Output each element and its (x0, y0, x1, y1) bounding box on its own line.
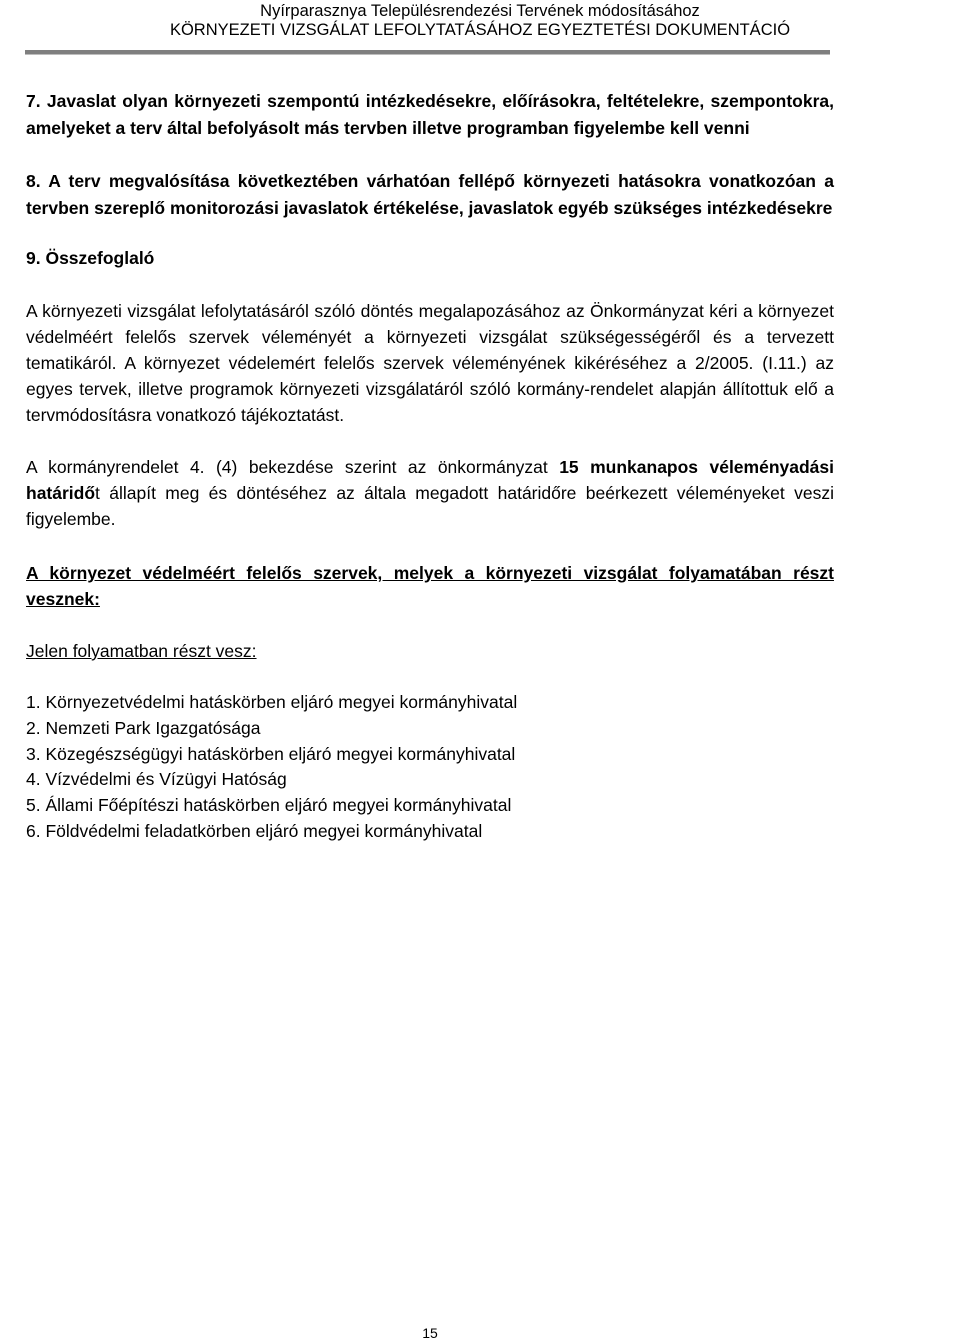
section-7-heading (26, 88, 834, 141)
list-item: 4. Vízvédelmi és Vízügyi Hatóság (26, 769, 287, 790)
deadline-text-part1: A kormányrendelet 4. (4) bekezdése szerint az önkormányzat (26, 457, 560, 477)
summary-text: A környezeti vizsgálat lefolytatásáról szóló döntés megalapozásához az Önkormányzat kéri a környezet védelméért felelős szervek véleményét a környezeti vizsgálat szükségességéről és a tervezett tematikáról. A környezet védelemért felelős szervek véleményének kikéréséhez a 2/2005. (I.11.) az egyes tervek, illetve programok környezeti vizsgálatáról szóló kormány-rendelet alapján állítottuk elő a tervmódosításra vonatkozó tájékoztatást. (26, 301, 834, 425)
deadline-text (26, 454, 834, 532)
section-9-heading (26, 245, 834, 272)
list-item: 6. Földvédelmi feladatkörben eljáró megyei kormányhivatal (26, 820, 483, 841)
authorities-heading (26, 560, 834, 612)
deadline-paragraph (26, 454, 834, 532)
participants-heading (26, 638, 834, 664)
section-7-text: 7. Javaslat olyan környezeti szempontú intézkedésekre, előírásokra, feltételekre, szempontokra, amelyeket a terv által befolyásolt más tervben illetve programban figyelembe kell venni (26, 91, 834, 138)
list-item: 3. Közegészségügyi hatáskörben eljáró megyei kormányhivatal (26, 743, 516, 764)
list-item: 1. Környezetvédelmi hatáskörben eljáró megyei kormányhivatal (26, 692, 518, 712)
deadline-bold: 15 munkanapos véleményadási határidő (26, 457, 835, 503)
section-8-text: 8. A terv megvalósítása következtében várhatóan fellépő környezeti hatásokra vonatkozóan a tervben szereplő monitorozási javaslatok értékelése, javaslatok egyéb szükséges intézkedésekre (26, 171, 834, 218)
section-8-heading (26, 168, 834, 221)
participants-list (26, 690, 834, 845)
header-divider (25, 50, 830, 54)
list-item: 5. Állami Főépítészi hatáskörben eljáró megyei kormányhivatal (26, 795, 512, 816)
participants-heading-label: Jelen folyamatban részt vesz: (26, 641, 257, 661)
deadline-text-part2: t állapít meg és döntéséhez az általa megadott határidőre beérkezett véleményeket veszi figyelembe. (26, 483, 834, 529)
header-subtitle: KÖRNYEZETI VIZSGÁLAT LEFOLYTATÁSÁHOZ EGYEZTETÉSI DOKUMENTÁCIÓ (169, 21, 791, 39)
authorities-heading-text (26, 560, 834, 612)
summary-paragraph (26, 298, 834, 428)
participants-ul (26, 690, 834, 845)
header-title: Nyírparasznya Településrendezési Tervének módosításához (260, 2, 700, 20)
list-item: 2. Nemzeti Park Igazgatósága (26, 717, 261, 738)
section-9-text: 9. Összefoglaló (26, 248, 155, 268)
participants-heading-text (26, 638, 834, 664)
authorities-heading-label: A környezet védelméért felelős szervek, melyek a környezeti vizsgálat folyamatában részt vesznek: (26, 563, 834, 609)
page-number: 15 (422, 1325, 438, 1341)
